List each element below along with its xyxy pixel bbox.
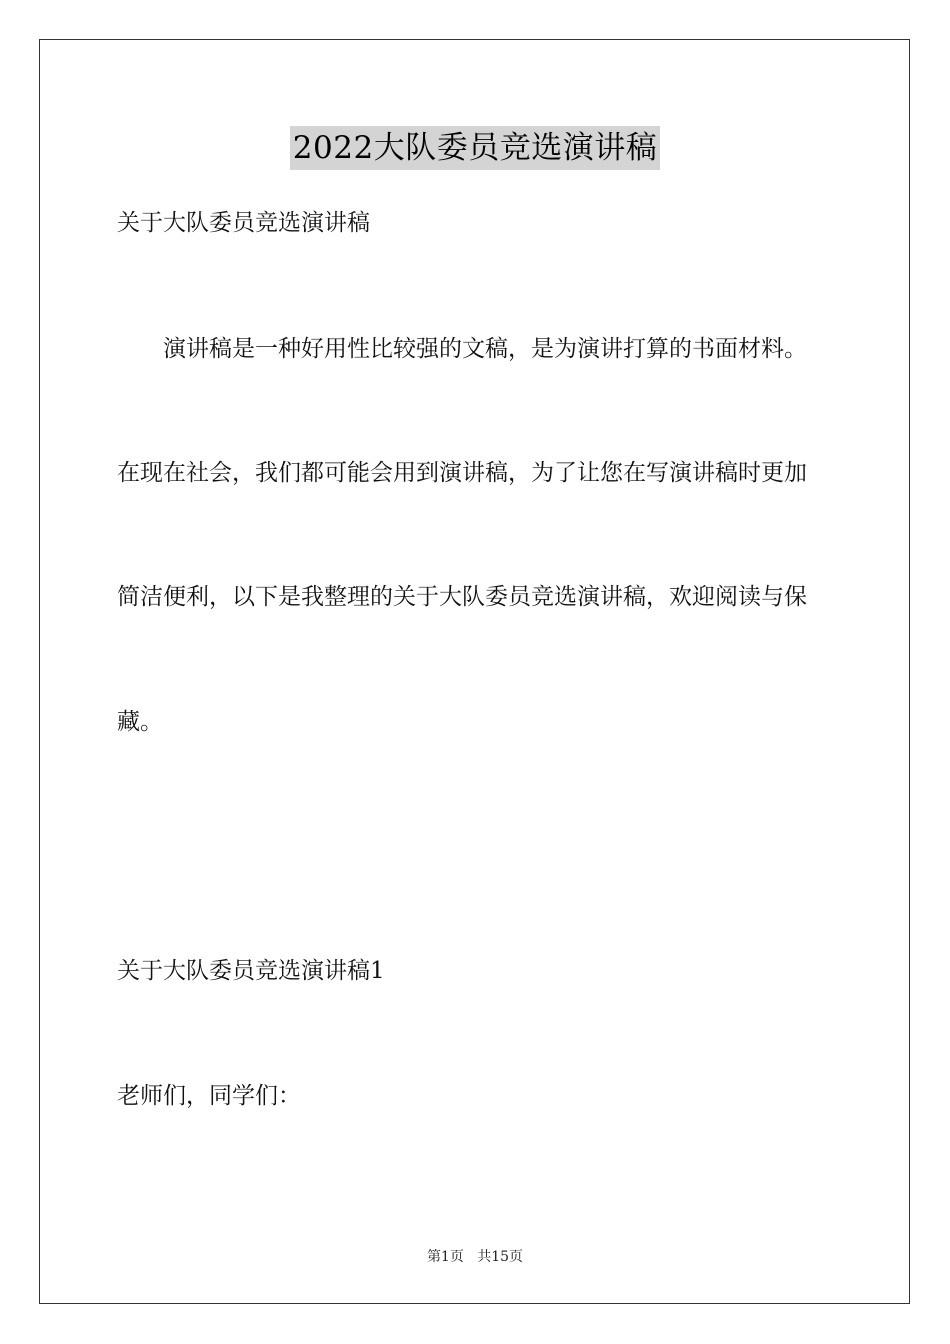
page-number: 第1页 xyxy=(426,1249,464,1265)
greeting: 老师们，同学们： xyxy=(117,1083,301,1109)
intro-line-2: 在现在社会，我们都可能会用到演讲稿，为了让您在写演讲稿时更加 xyxy=(117,460,807,486)
document-subtitle: 关于大队委员竞选演讲稿 xyxy=(117,210,370,236)
page-total: 共15页 xyxy=(477,1249,524,1265)
section-heading: 关于大队委员竞选演讲稿1 xyxy=(117,958,385,984)
intro-line-3: 简洁便利，以下是我整理的关于大队委员竞选演讲稿，欢迎阅读与保 xyxy=(117,584,807,610)
title-container xyxy=(0,126,950,170)
intro-line-1: 演讲稿是一种好用性比较强的文稿，是为演讲打算的书面材料。 xyxy=(163,336,807,362)
intro-line-4: 藏。 xyxy=(117,709,163,735)
document-title: 2022大队委员竞选演讲稿 xyxy=(290,126,660,170)
page-footer xyxy=(0,1247,950,1267)
